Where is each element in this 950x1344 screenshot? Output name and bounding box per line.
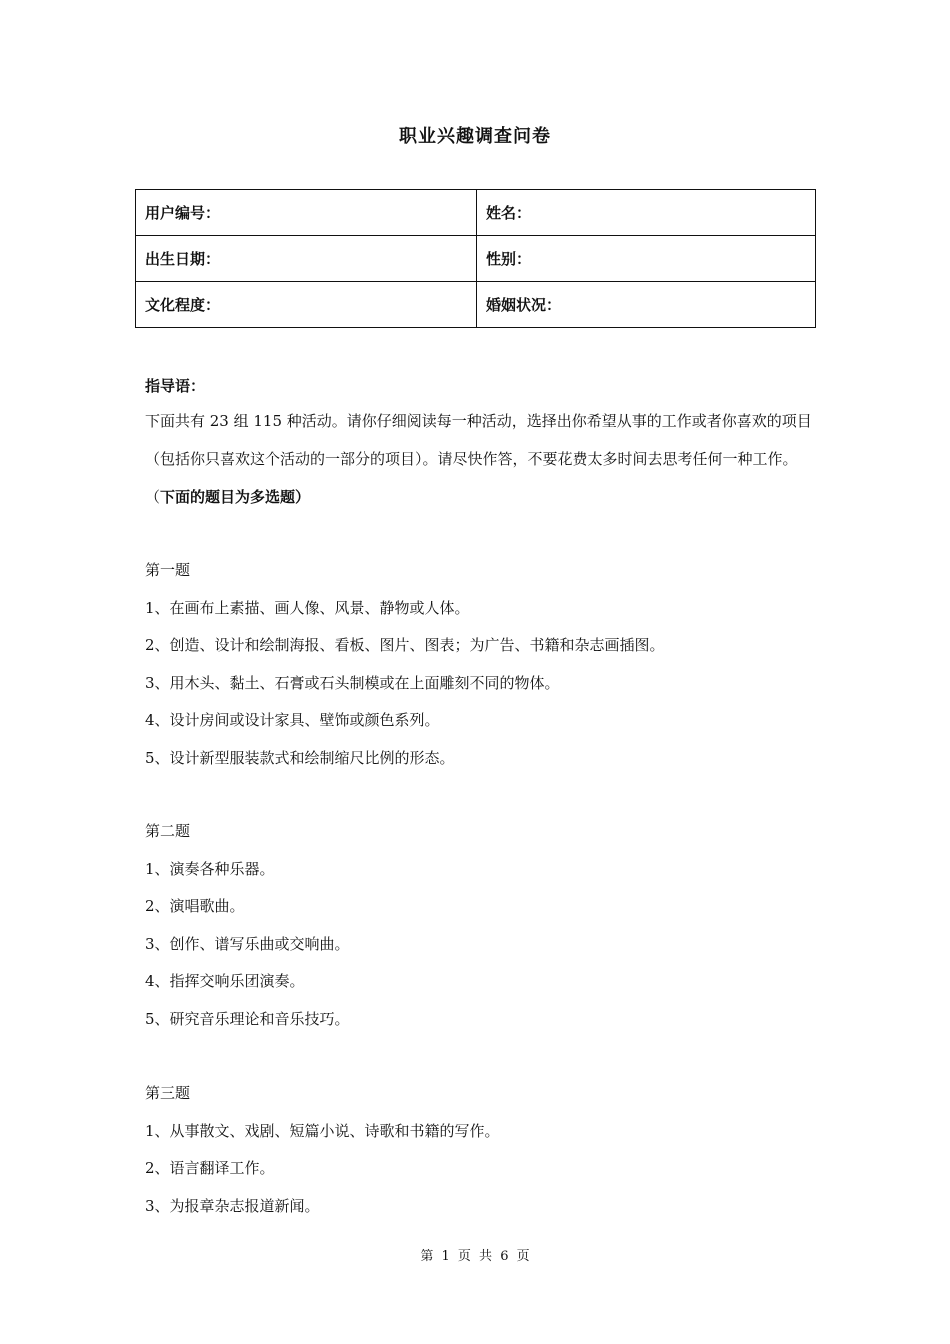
guide-emphasis: 下面的题目为多选题） (160, 488, 311, 506)
name-field: 姓名： (477, 190, 816, 236)
list-item: 3、为报章杂志报道新闻。 (145, 1196, 320, 1215)
list-item: 2、创造、设计和绘制海报、看板、图片、图表；为广告、书籍和杂志画插图。 (145, 636, 665, 654)
question-section-1 (145, 552, 815, 777)
table-row (136, 282, 816, 328)
education-field: 文化程度： (136, 282, 477, 328)
section-title: 第三题 (145, 1084, 191, 1102)
page-title: 职业兴趣调查问卷 (399, 126, 551, 147)
page-number-footer: 第 1 页 共 6 页 (420, 1249, 530, 1264)
gender-field: 性别： (477, 236, 816, 282)
list-item: 5、研究音乐理论和音乐技巧。 (145, 1009, 350, 1028)
list-item: 1、从事散文、戏剧、短篇小说、诗歌和书籍的写作。 (145, 1121, 500, 1140)
question-section-3 (145, 1075, 815, 1225)
birth-date-field: 出生日期： (136, 236, 477, 282)
list-item: 5、设计新型服装款式和绘制缩尺比例的形态。 (145, 748, 455, 767)
list-item: 2、语言翻译工作。 (145, 1159, 275, 1177)
section-title: 第一题 (145, 561, 191, 579)
list-item: 3、用木头、黏土、石膏或石头制模或在上面雕刻不同的物体。 (145, 673, 560, 692)
guide-heading: 指导语： (145, 377, 206, 395)
user-id-field: 用户编号： (136, 190, 477, 236)
section-title: 第二题 (145, 822, 191, 840)
list-item: 3、创作、谱写乐曲或交响曲。 (145, 934, 350, 953)
guide-paragraph (145, 402, 815, 516)
list-item: 1、演奏各种乐器。 (145, 859, 275, 878)
guide-text: 下面共有 23 组 115 种活动。请你仔细阅读每一种活动，选择出你希望从事的工作或者你喜欢的项目（包括你只喜欢这个活动的一部分的项目）。请尽快作答，不要花费太多时间去思考任何一种工作。（ (145, 412, 812, 506)
list-item: 1、在画布上素描、画人像、风景、静物或人体。 (145, 598, 470, 617)
personal-info-table (135, 189, 816, 328)
marital-status-field: 婚姻状况： (477, 282, 816, 328)
table-row (136, 236, 816, 282)
list-item: 4、指挥交响乐团演奏。 (145, 972, 305, 990)
question-section-2 (145, 813, 815, 1038)
list-item: 2、演唱歌曲。 (145, 897, 245, 915)
table-row (136, 190, 816, 236)
list-item: 4、设计房间或设计家具、壁饰或颜色系列。 (145, 711, 440, 729)
